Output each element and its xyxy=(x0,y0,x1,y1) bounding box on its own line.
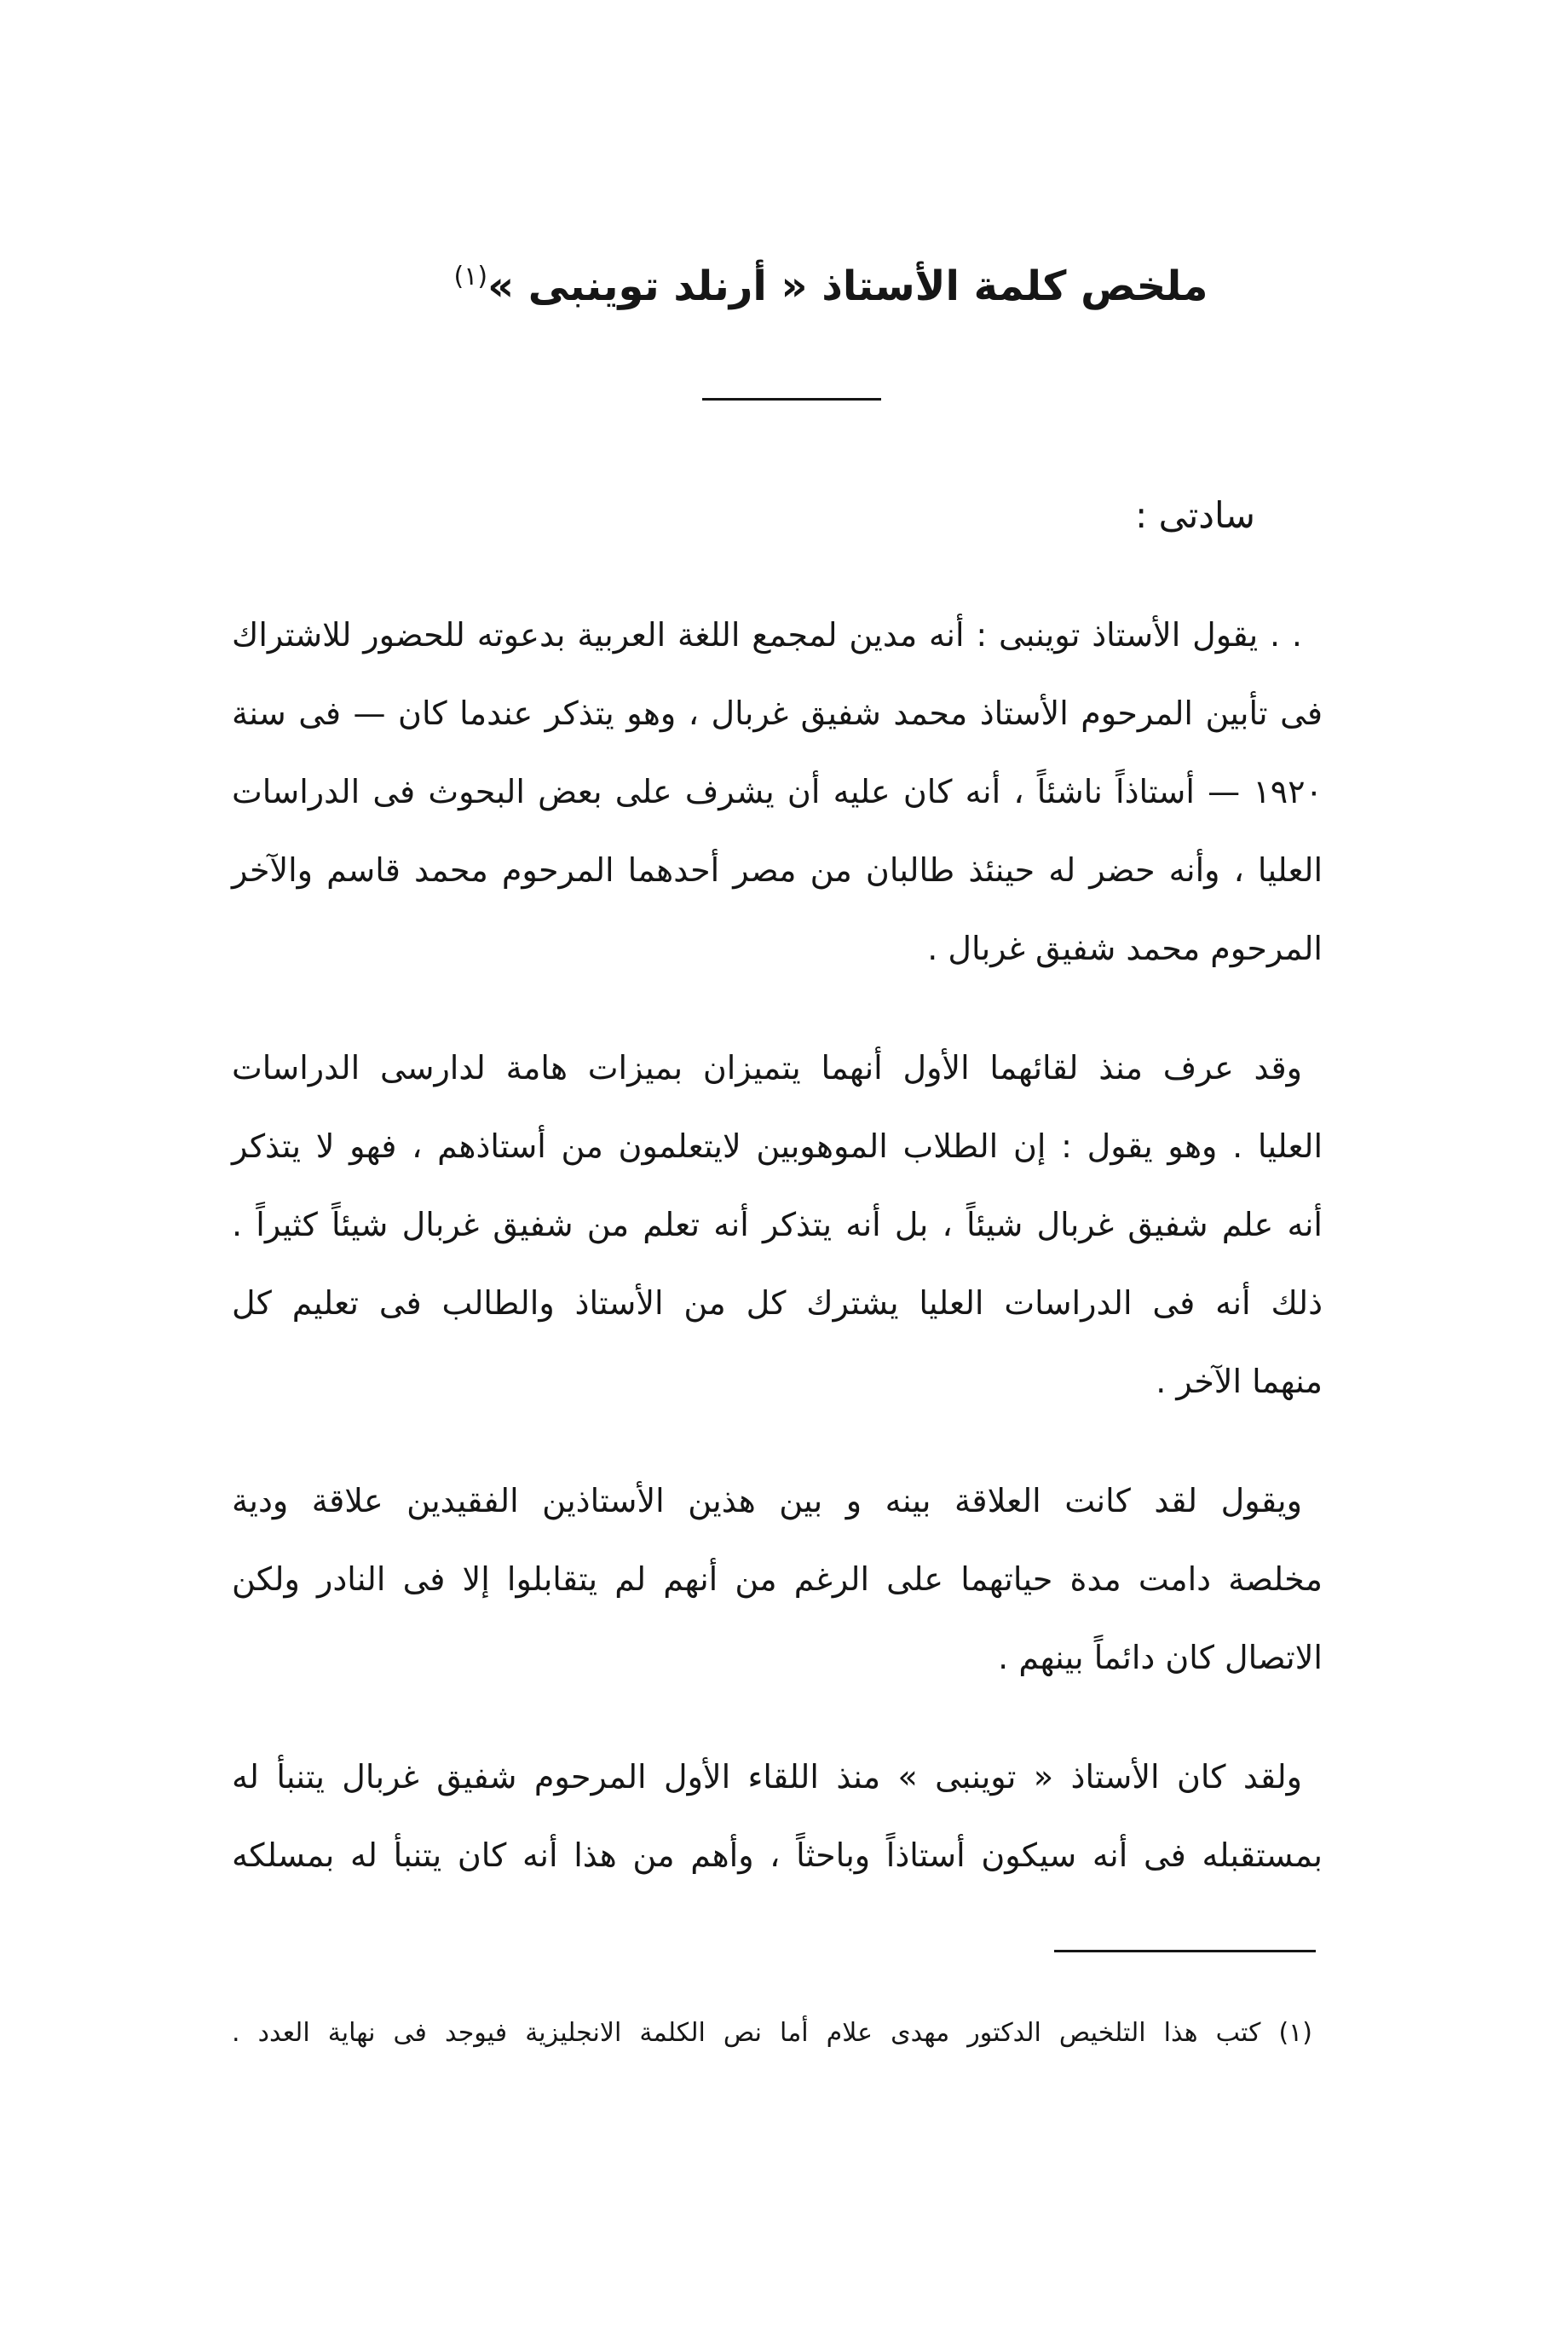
title-divider xyxy=(702,398,881,401)
paragraph-2-line-2: العليا . وهو يقول : إن الطلاب الموهوبين لايتعلمون من أستاذهم ، فهو لا يتذكر xyxy=(232,1127,1323,1165)
body-text xyxy=(232,596,1323,1894)
paragraph-2-line-1: وقد عرف منذ لقائهما الأول أنهما يتميزان بميزات هامة لدارسى الدراسات xyxy=(232,1049,1302,1087)
paragraph-3-line-1: ويقول لقد كانت العلاقة بينه و بين هذين الأستاذين الفقيدين علاقة ودية xyxy=(232,1482,1302,1519)
salutation: سادتى : xyxy=(1135,494,1255,536)
paragraph-3 xyxy=(232,1462,1323,1697)
paragraph-2-line-4: ذلك أنه فى الدراسات العليا يشترك كل من الأستاذ والطالب فى تعليم كل xyxy=(232,1284,1323,1322)
paragraph-1 xyxy=(232,596,1323,988)
paragraph-1-line-4: العليا ، وأنه حضر له حينئذ طالبان من مصر أحدهما المرحوم محمد قاسم والآخر xyxy=(232,851,1323,889)
paragraph-4-line-1: ولقد كان الأستاذ « توينبى » منذ اللقاء الأول المرحوم شفيق غربال يتنبأ له xyxy=(232,1758,1302,1796)
paragraph-1-line-2: فى تأبين المرحوم الأستاذ محمد شفيق غربال ، وهو يتذكر عندما كان — فى سنة xyxy=(232,695,1323,732)
paragraph-2 xyxy=(232,1029,1323,1421)
paragraph-2-line-3: أنه علم شفيق غربال شيئاً ، بل أنه يتذكر أنه تعلم من شفيق غربال شيئاً كثيراً . xyxy=(232,1206,1323,1243)
paragraph-4-line-2: بمستقبله فى أنه سيكون أستاذاً وباحثاً ، وأهم من هذا أنه كان يتنبأ له بمسلكه xyxy=(232,1836,1323,1874)
title-footnote-marker: (١) xyxy=(453,262,488,291)
paragraph-4 xyxy=(232,1738,1323,1894)
footnote: (١) كتب هذا التلخيص الدكتور مهدى علام أما نص الكلمة الانجليزية فيوجد فى نهاية العدد . xyxy=(232,2018,1312,2048)
footnote-divider xyxy=(1054,1950,1316,1952)
paragraph-1-line-1: . . يقول الأستاذ توينبى : أنه مدين لمجمع اللغة العربية بدعوته للحضور للاشتراك xyxy=(232,616,1302,654)
paragraph-3-line-2: مخلصة دامت مدة حياتهما على الرغم من أنهم لم يتقابلوا إلا فى النادر ولكن xyxy=(232,1560,1323,1598)
paragraph-2-line-5: منهما الآخر . xyxy=(1156,1363,1323,1400)
page-title xyxy=(324,243,1338,320)
paragraph-1-line-3: ١٩٢٠ — أستاذاً ناشئاً ، أنه كان عليه أن يشرف على بعض البحوث فى الدراسات xyxy=(232,773,1323,810)
paragraph-1-line-5: المرحوم محمد شفيق غربال . xyxy=(927,930,1323,967)
title-text: ملخص كلمة الأستاذ « أرنلد توينبى » xyxy=(487,262,1208,310)
paragraph-3-line-3: الاتصال كان دائماً بينهم . xyxy=(998,1639,1323,1676)
